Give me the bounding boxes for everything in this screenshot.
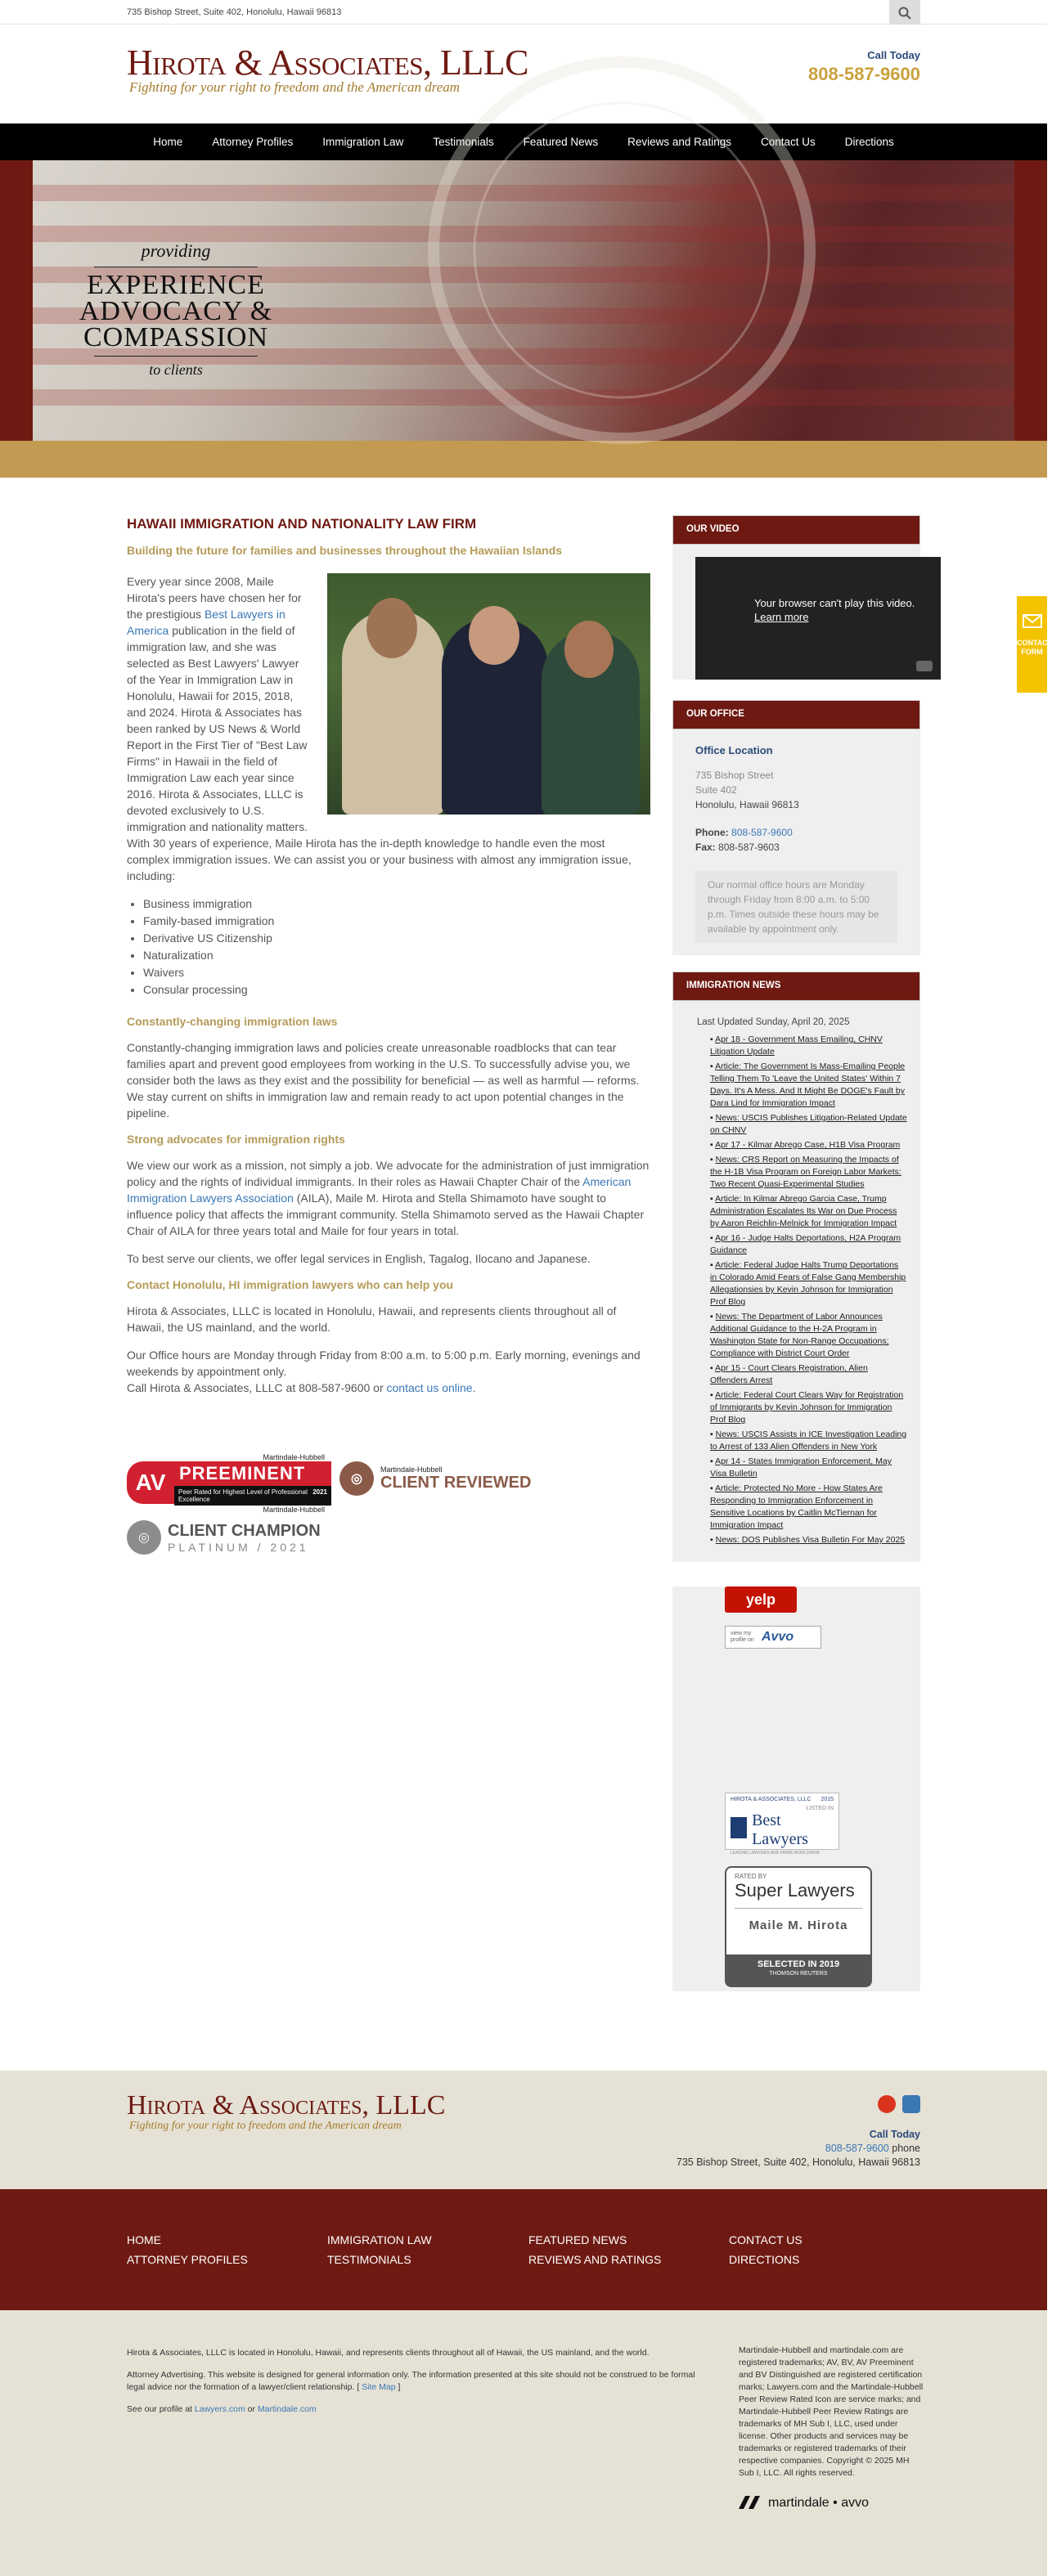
video-box: [672, 545, 920, 680]
intro-paragraph: Every year since 2008, Maile Hirota's peers have chosen her for the prestigious Best Lawyers in America publication in the field of immigration law, and she was selected as Best Lawyers' Lawyer of the Year in Immigration Law in Honolulu, Hawaii for 2015, 2018, and 2024. Hirota & Associates has been ranked by US News & World Report in the First Tier of "Best Law Firms" in Hawaii in the field of Immigration Law each year since 2016. Hirota & Associates, LLLC is devoted exclusively to U.S. immigration and nationality matters. With 30 years of experience, Maile Hirota has the in-depth knowledge to handle even the most complex immigration issues. We can assist you or your business with almost any immigration issue, including:: [127, 573, 650, 884]
martindale-logo-icon: [739, 2496, 763, 2509]
news-updated: Last Updated Sunday, April 20, 2025: [697, 1017, 850, 1027]
sidebar: [672, 515, 920, 1991]
contact-form-label: CONTACT FORM: [1017, 639, 1052, 656]
footer-link-attorney-profiles[interactable]: ATTORNEY PROFILES: [127, 2253, 248, 2266]
sidebar-phone[interactable]: 808-587-9600: [731, 827, 793, 838]
office-hours: Our normal office hours are Monday through Friday from 8:00 a.m. to 5:00 p.m. Times outside these hours may be available by appointment only.: [695, 871, 897, 943]
search-button[interactable]: [889, 0, 920, 25]
page-subtitle: Building the future for families and businesses throughout the Hawaiian Islands: [127, 544, 563, 557]
footer-link-directions[interactable]: DIRECTIONS: [729, 2253, 800, 2266]
rating-badges: [127, 1453, 650, 1568]
news-link[interactable]: News: The Department of Labor Announces Additional Guidance to the H-2A Program in Washington State for Non-Range Occupations; Compliance with District Court Order: [710, 1312, 889, 1358]
news-link[interactable]: Article: Federal Court Clears Way for Registration of Immigrants by Kevin Johnson for Immigration Prof Blog: [710, 1390, 904, 1425]
nav-immigration-law[interactable]: Immigration Law: [322, 136, 404, 148]
search-icon: [898, 7, 911, 20]
footer-contact: Call Today 808-587-9600 phone 735 Bishop Street, Suite 402, Honolulu, Hawaii 96813: [676, 2129, 920, 2168]
news-link[interactable]: Apr 18 - Government Mass Emailing, CHNV Litigation Update: [710, 1034, 883, 1057]
hero-compassion: COMPASSION: [83, 322, 269, 352]
site-map-link[interactable]: Site Map: [362, 2382, 396, 2392]
video-player[interactable]: Your browser can't play this video. Learn more: [695, 557, 941, 680]
footer-link-contact-us[interactable]: CONTACT US: [729, 2233, 802, 2246]
contact-online-link[interactable]: contact us online: [386, 1381, 473, 1394]
best-lawyers-badge[interactable]: HIROTA & ASSOCIATES, LLLC 2015 LISTED IN Best Lawyers LEADING LAWYERS AND FIRMS WORLDWIDE: [725, 1793, 839, 1850]
footer-trademark: Martindale-Hubbell and martindale.com are registered trademarks; AV, BV, AV Preeminent and BV Distinguished are registered certification marks; Lawyers.com and the Martindale-Hubbell Peer Review Rated Icon are service marks; and Martindale-Hubbell Peer Review Ratings are trademarks of MH Sub I, LLC, used under license. Other products and services may be trademarks or registered trademarks of their respective companies. Copyright © 2025 MH Sub I, LLC. All rights reserved. martindale • avvo: [739, 2345, 927, 2509]
hero-to-clients: to clients: [149, 361, 203, 378]
av-preeminent-badge[interactable]: Martindale-Hubbell AV PREEMINENT Peer Rated for Highest Level of Professional Excellence 2021 Martindale-Hubbell: [127, 1453, 331, 1514]
site-logo[interactable]: Hirota & Associates, LLLC: [127, 43, 528, 83]
news-link[interactable]: Article: Protected No More - How States Are Responding to Immigration Enforcement in Sensitive Locations by Caitlin McTiernan for Immigration Impact: [710, 1483, 883, 1530]
nav-reviews-ratings[interactable]: Reviews and Ratings: [627, 136, 731, 148]
best-lawyers-link[interactable]: Best Lawyers in America: [127, 608, 285, 637]
footer-link-immigration-law[interactable]: IMMIGRATION LAW: [327, 2233, 432, 2246]
footer-address: 735 Bishop Street, Suite 402, Honolulu, Hawaii 96813: [676, 2156, 920, 2168]
footer-tagline: Fighting for your right to freedom and the American dream: [129, 2120, 402, 2132]
top-address: 735 Bishop Street, Suite 402, Honolulu, Hawaii 96813: [127, 7, 342, 17]
news-link[interactable]: Apr 14 - States Immigration Enforcement, May Visa Bulletin: [710, 1456, 892, 1479]
footer-links: [0, 2189, 1047, 2310]
news-link[interactable]: Article: In Kilmar Abrego Garcia Case, Trump Administration Escalates Its War on Due Process by Aaron Reichlin-Melnick for Immigration Impact: [710, 1194, 897, 1228]
news-link[interactable]: Apr 17 - Kilmar Abrego Case, H1B Visa Program: [715, 1140, 901, 1150]
client-reviewed-badge[interactable]: ◎ Martindale-Hubbell CLIENT REVIEWED: [339, 1461, 552, 1496]
yelp-badge[interactable]: yelp: [725, 1586, 797, 1613]
news-link[interactable]: Apr 15 - Court Clears Registration, Alien Offenders Arrest: [710, 1363, 868, 1385]
nav-testimonials[interactable]: Testimonials: [433, 136, 494, 148]
social-icon-red[interactable]: [878, 2095, 896, 2113]
footer-link-home[interactable]: HOME: [127, 2233, 161, 2246]
call-today-label: Call Today: [867, 49, 920, 61]
youtube-icon: [916, 661, 933, 671]
hero-providing: providing: [141, 240, 211, 261]
list-item: • Business immigration: [143, 895, 650, 913]
news-heading: IMMIGRATION NEWS: [672, 972, 920, 1001]
list-item: • Family-based immigration: [143, 913, 650, 930]
martindale-icon: ◎: [339, 1461, 374, 1496]
services-list: [143, 895, 650, 999]
footer-disclaimer: Hirota & Associates, LLLC is located in Honolulu, Hawaii, and represents clients throughout all of Hawaii, the US mainland, and the world. Attorney Advertising. This website is designed for general information only. The information presented at this site should not be construed to be formal legal advice nor the formation of a lawyer/client relationship. [ Site Map ] See our profile at Lawyers.com or Martindale.com: [127, 2348, 695, 2414]
footer-link-reviews-ratings[interactable]: REVIEWS AND RATINGS: [528, 2253, 662, 2266]
footer-link-testimonials[interactable]: TESTIMONIALS: [327, 2253, 411, 2266]
heading-changing-laws: Constantly-changing immigration laws: [127, 1015, 338, 1028]
languages-paragraph: To best serve our clients, we offer legal services in English, Tagalog, Ilocano and Japanese.: [127, 1252, 591, 1265]
footer-bottom: [0, 2310, 1047, 2576]
news-link[interactable]: News: CRS Report on Measuring the Impacts of the H-1B Visa Program on Foreign Labor Markets: Two Recent Quasi-Experimental Studies: [710, 1155, 901, 1189]
aila-link[interactable]: American Immigration Lawyers Association: [127, 1175, 632, 1205]
team-photo: [327, 573, 650, 815]
list-item: • Derivative US Citizenship: [143, 930, 650, 947]
martindale-avvo-logo: martindale • avvo: [739, 2496, 927, 2509]
office-location-label: Office Location: [695, 744, 773, 756]
hours-paragraph: Our Office hours are Monday through Friday from 8:00 a.m. to 5:00 p.m. Early morning, evenings and weekends by appointment only. Call Hirota & Associates, LLLC at 808-587-9600 or contact us online.: [127, 1349, 641, 1394]
footer-phone[interactable]: 808-587-9600: [825, 2143, 889, 2154]
client-champion-badge[interactable]: ◎ CLIENT CHAMPION PLATINUM / 2021: [127, 1520, 356, 1555]
lawyers-com-link[interactable]: Lawyers.com: [194, 2404, 245, 2414]
footer-top: [0, 2071, 1047, 2189]
main-content: [127, 514, 650, 1568]
video-learn-more[interactable]: Learn more: [754, 611, 809, 623]
news-list: ▪ Apr 18 - Government Mass Emailing, CHNV Litigation Update ▪ Article: The Government Is Mass-Emailing People Telling Them To 'Leave the United States' Within 7 Days. It's A Mess. And It Might Be DOGE's Fault by Dara Lind for Immigration Impact ▪ News: USCIS Publishes Litigation-Related Update on CHNV ▪ Apr 17 - Kilmar Abrego Case, H1B Visa Program ▪ News: CRS Report on Measuring the Impacts of the H-1B Visa Program on Foreign Labor Markets: Two Recent Quasi-Experimental Studies ▪ Article: In Kilmar Abrego Garcia Case, Trump Administration Escalates Its War on Due Process by Aaron Reichlin-Melnick for Immigration Impact ▪ Apr 16 - Judge Halts Deportations, H2A Program Guidance ▪ Article: Federal Judge Halts Trump Deportations in Colorado Amid Fears of False Gang Membership Allegationsies by Kevin Johnson for Immigration Prof Blog ▪ News: The Department of Labor Announces Additional Guidance to the H-2A Program in Washington State for Non-Range Occupations; Compliance with District Court Order ▪ Apr 15 - Court Clears Registration, Alien Offenders Arrest ▪ Article: Federal Court Clears Way for Registration of Immigrants by Kevin Johnson for Immigration Prof Blog ▪ News: USCIS Assists in ICE Investigation Leading to Arrest of 133 Alien Offenders in New York ▪ Apr 14 - States Immigration Enforcement, May Visa Bulletin ▪ Article: Protected No More - How States Are Responding to Immigration Enforcement in Sensitive Locations by Caitlin McTiernan for Immigration Impact ▪ News: DOS Publishes Visa Bulletin For May 2025: [710, 1034, 907, 1545]
news-link[interactable]: News: USCIS Publishes Litigation-Related Update on CHNV: [710, 1113, 907, 1135]
office-box: Office Location 735 Bishop Street Suite 402 Honolulu, Hawaii 96813 Phone: 808-587-9600 Fax: 808-587-9603 Our normal office hours are Monday through Friday from 8:00 a.m. to 5:00 p.m. Times outside these hours may be available by appointment only.: [672, 729, 920, 955]
news-link[interactable]: Article: The Government Is Mass-Emailing People Telling Them To 'Leave the United States' Within 7 Days. It's A Mess. And It Might Be DOGE's Fault by Dara Lind for Immigration Impact: [710, 1061, 906, 1108]
strong-advocates-paragraph: We view our work as a mission, not simply a job. We advocate for the administration of just immigration policy and the rights of individual immigrants. In their roles as Hawaii Chapter Chair of the American Immigration Lawyers Association (AILA), Maile M. Hirota and Stella Shimamoto have sought to influence policy that affects the immigrant community. Stella Shimamoto served as the Hawaii Chapter Chair of AILA for three years total and Maile for four years in total.: [127, 1159, 650, 1237]
news-box: [672, 1001, 920, 1562]
footer-link-featured-news[interactable]: FEATURED NEWS: [528, 2233, 627, 2246]
gold-divider: [0, 441, 1047, 478]
martindale-com-link[interactable]: Martindale.com: [257, 2404, 317, 2414]
hero-experience: EXPERIENCE: [87, 270, 265, 300]
heading-strong-advocates: Strong advocates for immigration rights: [127, 1133, 345, 1146]
list-item: • Waivers: [143, 964, 650, 981]
hero-tagline-box: [78, 240, 274, 379]
list-item: • Consular processing: [143, 981, 650, 999]
sidebar-fax: 808-587-9603: [718, 841, 780, 853]
social-icon-blue[interactable]: [902, 2095, 920, 2113]
header-phone[interactable]: 808-587-9600: [807, 64, 920, 84]
list-item: • Naturalization: [143, 947, 650, 964]
footer-logo[interactable]: Hirota & Associates, LLLC: [127, 2090, 446, 2120]
super-lawyers-badge[interactable]: RATED BY Super Lawyers Maile M. Hirota SELECTED IN 2019 THOMSON REUTERS: [725, 1866, 872, 1987]
news-link[interactable]: Apr 16 - Judge Halts Deportations, H2A Program Guidance: [710, 1233, 901, 1255]
office-heading: OUR OFFICE: [672, 700, 920, 729]
nav-attorney-profiles[interactable]: Attorney Profiles: [212, 136, 294, 148]
location-paragraph: Hirota & Associates, LLLC is located in Honolulu, Hawaii, and represents clients throughout all of Hawaii, the US mainland, and the world.: [127, 1304, 617, 1334]
news-link[interactable]: Article: Federal Judge Halts Trump Deportations in Colorado Amid Fears of False Gang Membership Allegationsies by Kevin Johnson for Immigration Prof Blog: [710, 1260, 906, 1307]
nav-directions[interactable]: Directions: [844, 136, 894, 148]
envelope-icon: [1023, 613, 1042, 629]
news-link[interactable]: News: DOS Publishes Visa Bulletin For May 2025: [715, 1535, 906, 1545]
badges-box: [672, 1586, 920, 1991]
nav-contact-us[interactable]: Contact Us: [760, 136, 816, 148]
top-bar: [0, 0, 1047, 25]
martindale-icon: ◎: [127, 1520, 161, 1555]
page-title: HAWAII IMMIGRATION AND NATIONALITY LAW FIRM: [127, 516, 477, 532]
avvo-badge[interactable]: view my profile on Avvo: [725, 1626, 821, 1649]
nav-home[interactable]: Home: [153, 136, 183, 148]
site-tagline: Fighting for your right to freedom and the American dream: [129, 79, 461, 95]
contact-form-tab[interactable]: [1017, 596, 1052, 693]
news-link[interactable]: News: USCIS Assists in ICE Investigation Leading to Arrest of 133 Alien Offenders in New York: [710, 1429, 907, 1452]
nav-featured-news[interactable]: Featured News: [523, 136, 599, 148]
hero-banner: [0, 160, 1047, 441]
hero-advocacy: ADVOCACY &: [79, 296, 273, 326]
site-header: [0, 25, 1047, 123]
changing-laws-paragraph: Constantly-changing immigration laws and policies create unreasonable roadblocks that can tear families apart and prevent good employees from working in the U.S. To successfully advise you, we consider both the laws as they exist and the possibility for beneficial — as well as harmful — reforms. We stay current on shifts in immigration law and remain ready to act upon potential changes in the pipeline.: [127, 1041, 640, 1120]
video-heading: OUR VIDEO: [672, 515, 920, 545]
best-lawyers-icon: [731, 1817, 747, 1838]
heading-contact: Contact Honolulu, HI immigration lawyers who can help you: [127, 1278, 454, 1291]
